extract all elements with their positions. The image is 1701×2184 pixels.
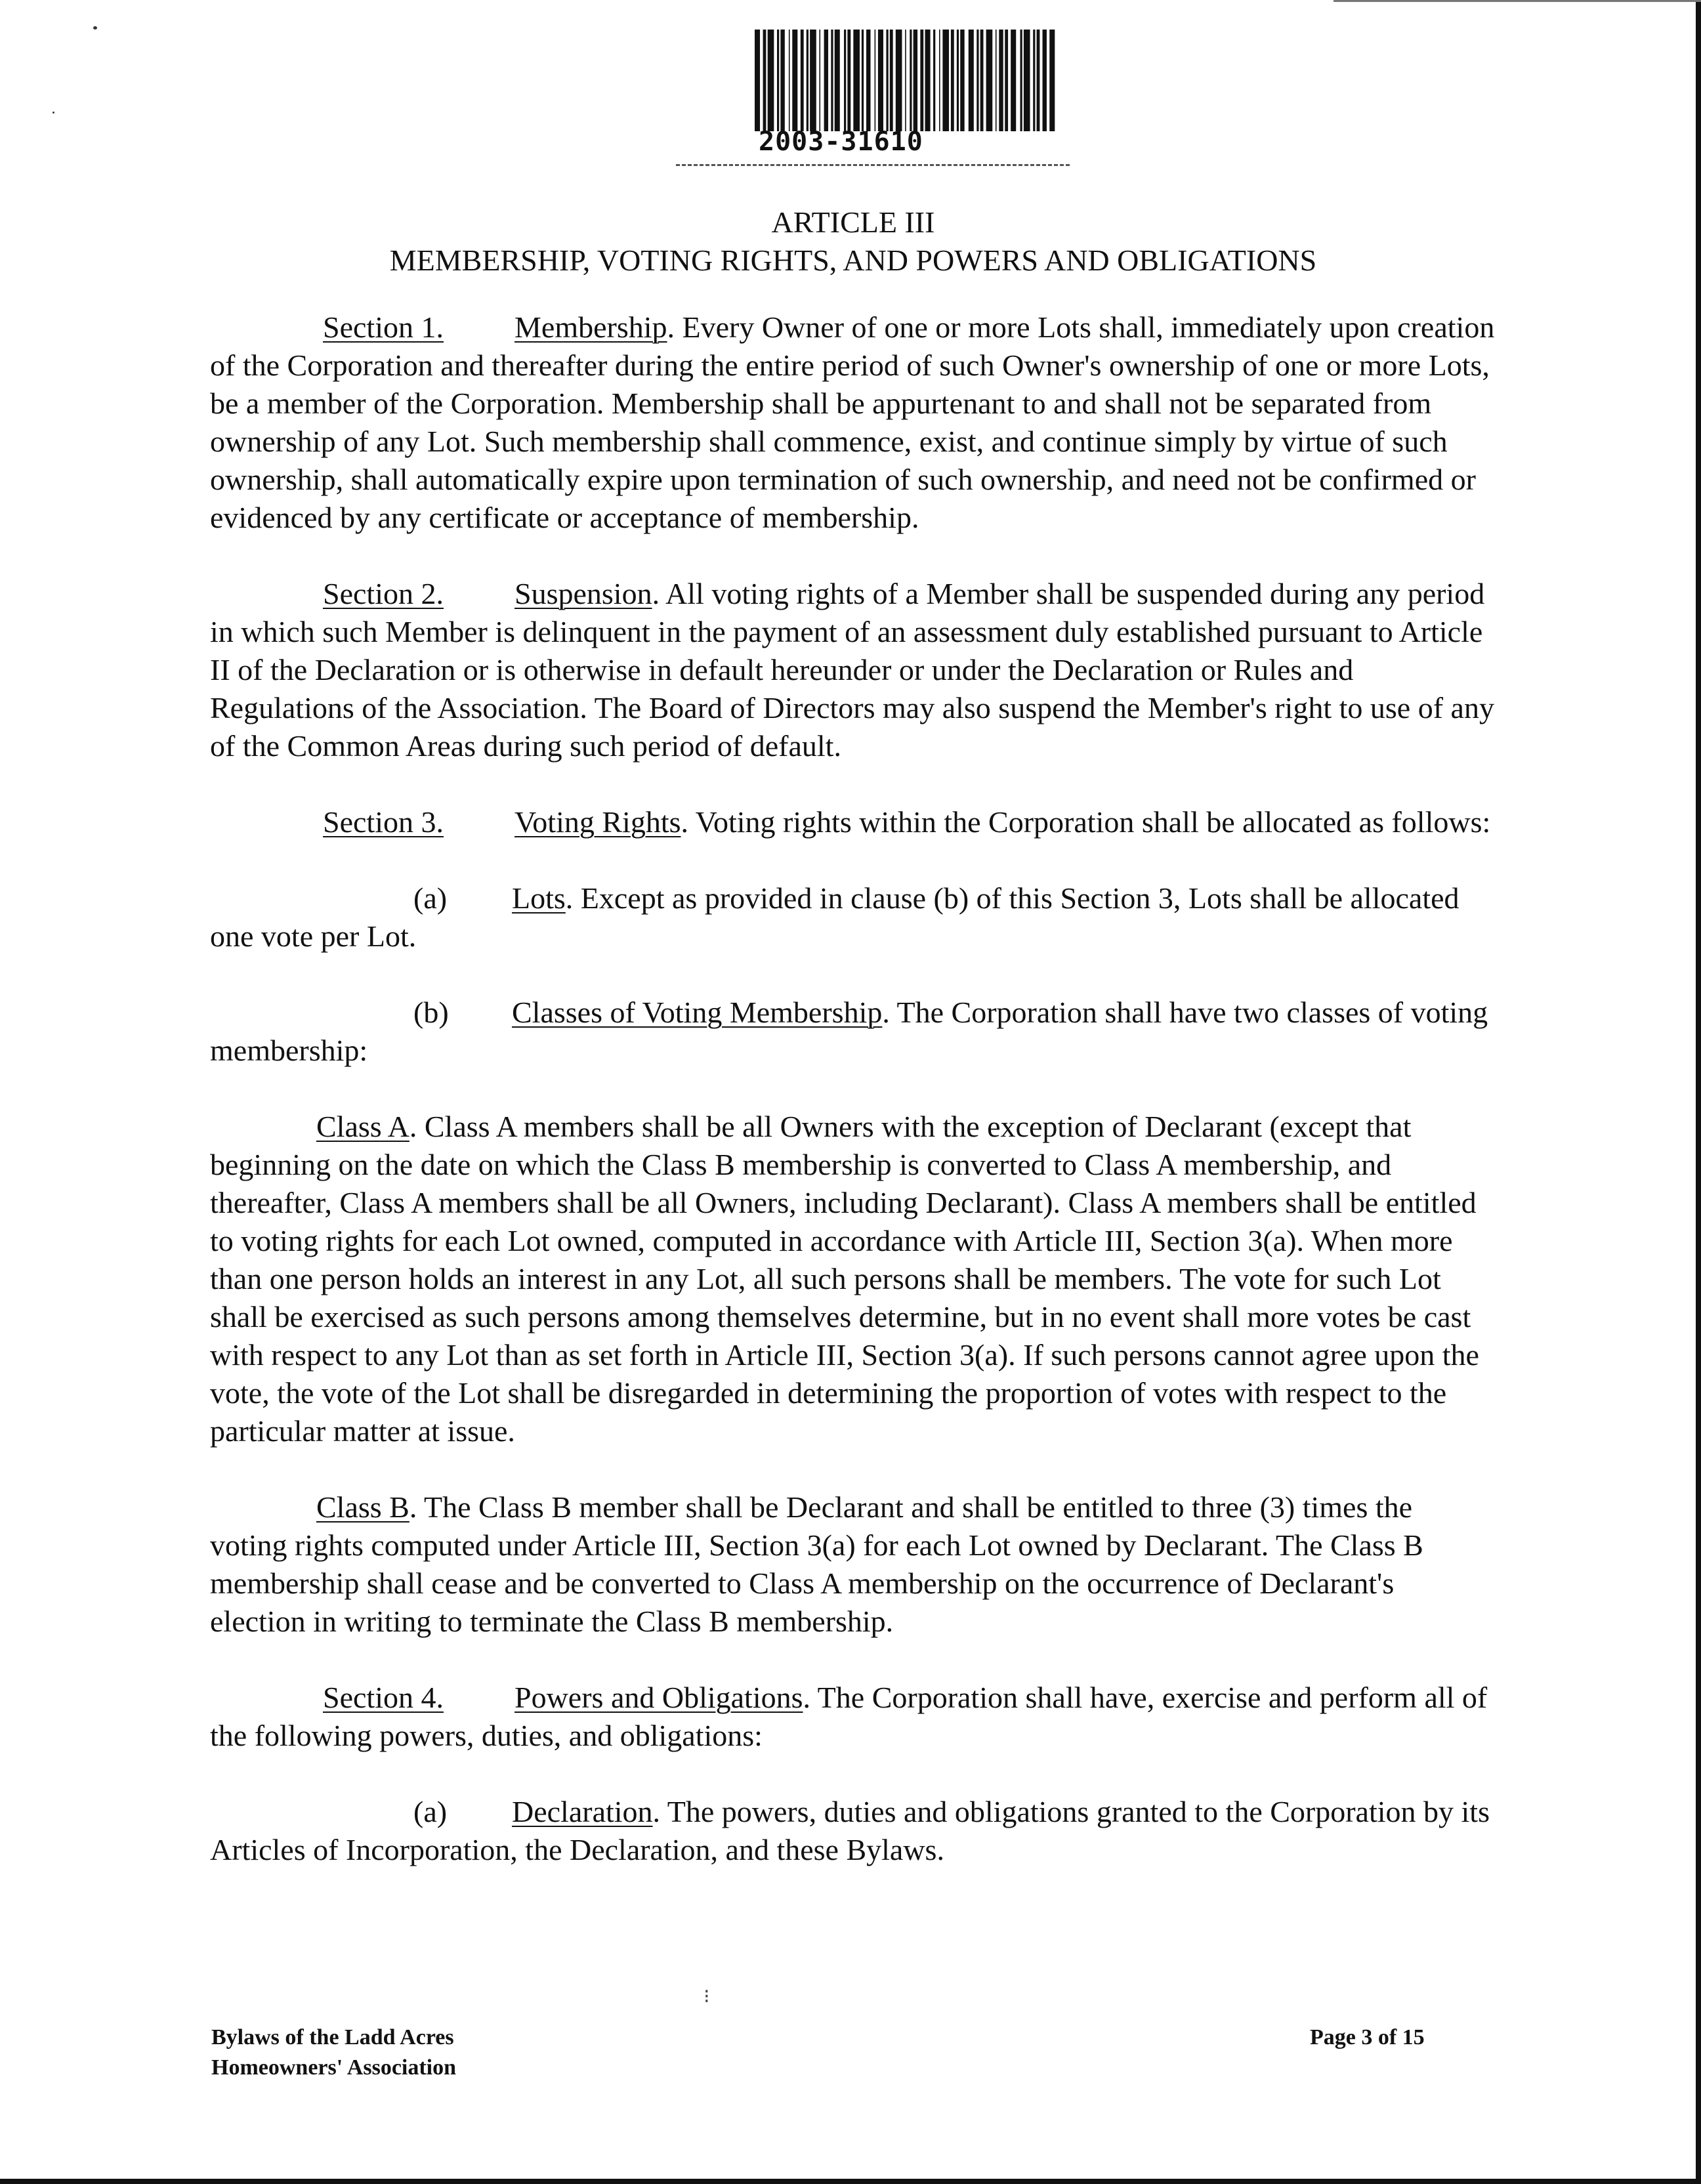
barcode-bar xyxy=(1011,30,1016,131)
section-3b-paragraph xyxy=(210,994,1496,1070)
section-3b-label: (b) xyxy=(413,996,449,1029)
barcode-bar xyxy=(763,30,766,131)
barcode-bar xyxy=(831,30,833,131)
barcode-bar xyxy=(969,30,974,131)
barcode-bar xyxy=(980,30,984,131)
barcode-bar xyxy=(1005,30,1008,131)
section-3-label: Section 3. xyxy=(323,805,444,839)
section-2-heading: Suspension xyxy=(514,577,652,610)
section-3-heading: Voting Rights xyxy=(514,805,681,839)
footer-title-line-2: Homeowners' Association xyxy=(211,2055,457,2080)
class-b-text: . The Class B member shall be Declarant and shall be entitled to three (3) times the voting rights computed under Article III, Section 3(a) for each Lot owned by Declarant. The Class B membership shall cease and be converted to Class A membership on the occurrence of Declarant's election in writing to terminate the Class B membership. xyxy=(210,1490,1423,1638)
barcode-bar xyxy=(976,30,978,131)
section-4a-heading: Declaration xyxy=(512,1795,653,1828)
class-b-paragraph xyxy=(210,1488,1496,1641)
barcode-bar xyxy=(878,30,883,131)
barcode-bar xyxy=(920,30,923,131)
scan-top-rule xyxy=(1334,0,1701,2)
barcode-bar xyxy=(1049,30,1055,131)
section-4-text: . The Corporation shall have, exercise and perform all of the following powers, duties, and obligations: xyxy=(210,1681,1488,1752)
barcode-bar xyxy=(807,30,808,131)
section-2-paragraph xyxy=(210,575,1496,765)
document-body xyxy=(210,203,1496,1869)
barcode-bar xyxy=(810,30,816,131)
barcode-bar xyxy=(910,30,912,131)
barcode-bar xyxy=(847,30,850,131)
section-3a-label: (a) xyxy=(413,881,448,915)
section-1-paragraph xyxy=(210,308,1496,537)
barcode-bar xyxy=(792,30,797,131)
barcode-bar xyxy=(986,30,993,131)
barcode-bar xyxy=(768,30,774,131)
barcode-bar xyxy=(844,30,846,131)
barcode-bar xyxy=(1020,30,1022,131)
barcode-bar xyxy=(996,30,997,131)
barcode-bar xyxy=(890,30,893,131)
section-4a-paragraph xyxy=(210,1793,1496,1869)
section-3b-heading: Classes of Voting Membership xyxy=(512,996,883,1029)
barcode-bar xyxy=(777,30,779,131)
section-1-label: Section 1. xyxy=(323,310,444,344)
class-a-heading: Class A xyxy=(316,1110,410,1143)
barcode xyxy=(755,30,1057,171)
barcode-bar xyxy=(951,30,954,131)
barcode-number: 2003-31610 xyxy=(759,127,923,157)
footer-document-title xyxy=(211,2023,456,2083)
section-3a-paragraph xyxy=(210,879,1496,956)
section-1-text: . Every Owner of one or more Lots shall, immediately upon creation of the Corporation and thereafter during the entire period of such Owner's ownership of one or more Lots, be a member of the Corporation. Membership shall be appurtenant to and shall not be separated from ownership of any Lot. Such membership shall commence, exist, and continue simply by virtue of such ownership, shall automatically expire upon termination of such ownership, and need not be confirmed or evidenced by any certificate or acceptance of membership. xyxy=(210,310,1495,534)
barcode-bar xyxy=(780,30,784,131)
barcode-bar xyxy=(957,30,959,131)
section-3a-heading: Lots xyxy=(512,881,566,915)
section-2-label: Section 2. xyxy=(323,577,444,610)
section-3a-text: . Except as provided in clause (b) of this Section 3, Lots shall be allocated one vote per Lot. xyxy=(210,881,1460,953)
section-1-heading: Membership xyxy=(514,310,667,344)
barcode-bar xyxy=(819,30,820,131)
barcode-bar xyxy=(875,30,876,131)
section-4a-label: (a) xyxy=(413,1795,448,1828)
barcode-bar xyxy=(886,30,888,131)
scan-speck xyxy=(52,112,54,114)
section-4-paragraph xyxy=(210,1679,1496,1755)
barcode-bar xyxy=(853,30,860,131)
barcode-underline xyxy=(676,164,1070,166)
stray-scan-mark: ⁝ xyxy=(704,1986,710,2007)
section-3-text: . Voting rights within the Corporation shall be allocated as follows: xyxy=(681,805,1491,839)
article-title: MEMBERSHIP, VOTING RIGHTS, AND POWERS AND OBLIGATIONS xyxy=(389,243,1317,277)
barcode-bar xyxy=(824,30,828,131)
section-4-label: Section 4. xyxy=(323,1681,444,1714)
barcode-bar xyxy=(960,30,964,131)
barcode-bar xyxy=(896,30,902,131)
barcode-bar xyxy=(914,30,917,131)
section-4a-text: . The powers, duties and obligations granted to the Corporation by its Articles of Incorporation, the Declaration, and these Bylaws. xyxy=(210,1795,1490,1866)
barcode-bar xyxy=(933,30,935,131)
section-4-heading: Powers and Obligations xyxy=(514,1681,803,1714)
barcode-bar xyxy=(789,30,790,131)
barcode-bar xyxy=(1043,30,1047,131)
barcode-bar xyxy=(925,30,931,131)
section-2-text: . All voting rights of a Member shall be suspended during any period in which such Member is delinquent in the payment of an assessment duly established pursuant to Article II of the Declaration or is otherwise in default hereunder or under the Declaration or Rules and Regulations of the Association. The Board of Directors may also suspend the Member's right to use of any of the Common Areas during such period of default. xyxy=(210,577,1494,763)
section-3-paragraph xyxy=(210,803,1496,841)
barcode-bar xyxy=(905,30,906,131)
footer-title-line-1: Bylaws of the Ladd Acres xyxy=(211,2025,454,2049)
article-heading xyxy=(210,203,1496,280)
barcode-bar xyxy=(755,30,760,131)
scan-speck xyxy=(93,26,97,30)
class-b-heading: Class B xyxy=(316,1490,410,1524)
barcode-bar xyxy=(1024,30,1030,131)
barcode-bar xyxy=(835,30,840,131)
article-number: ARTICLE III xyxy=(771,205,935,239)
class-a-paragraph xyxy=(210,1108,1496,1450)
barcode-bar xyxy=(1033,30,1035,131)
barcode-bar xyxy=(801,30,804,131)
barcode-bar xyxy=(866,30,870,131)
class-a-text: . Class A members shall be all Owners with the exception of Declarant (except that beginning on the date on which the Class B membership is converted to Class A membership, and thereafter, Class A members shall be all Owners, including Declarant). Class A members shall be entitled to voting rights for each Lot owned, computed in accordance with Article III, Section 3(a). When more than one person holds an interest in any Lot, all such persons shall be members. The vote for such Lot shall be exercised as such persons among themselves determine, but in no event shall more votes be cast with respect to any Lot than as set forth in Article III, Section 3(a). If such persons cannot agree upon the vote, the vote of the Lot shall be disregarded in determining the proportion of votes with respect to the particular matter at issue. xyxy=(210,1110,1479,1448)
barcode-bar xyxy=(862,30,864,131)
barcode-bars xyxy=(755,30,1057,131)
barcode-bar xyxy=(939,30,940,131)
barcode-bar xyxy=(1037,30,1040,131)
barcode-bar xyxy=(999,30,1003,131)
barcode-bar xyxy=(942,30,949,131)
footer-page-number: Page 3 of 15 xyxy=(1310,2025,1425,2049)
section-3b-text: . The Corporation shall have two classes of voting membership: xyxy=(210,996,1488,1067)
